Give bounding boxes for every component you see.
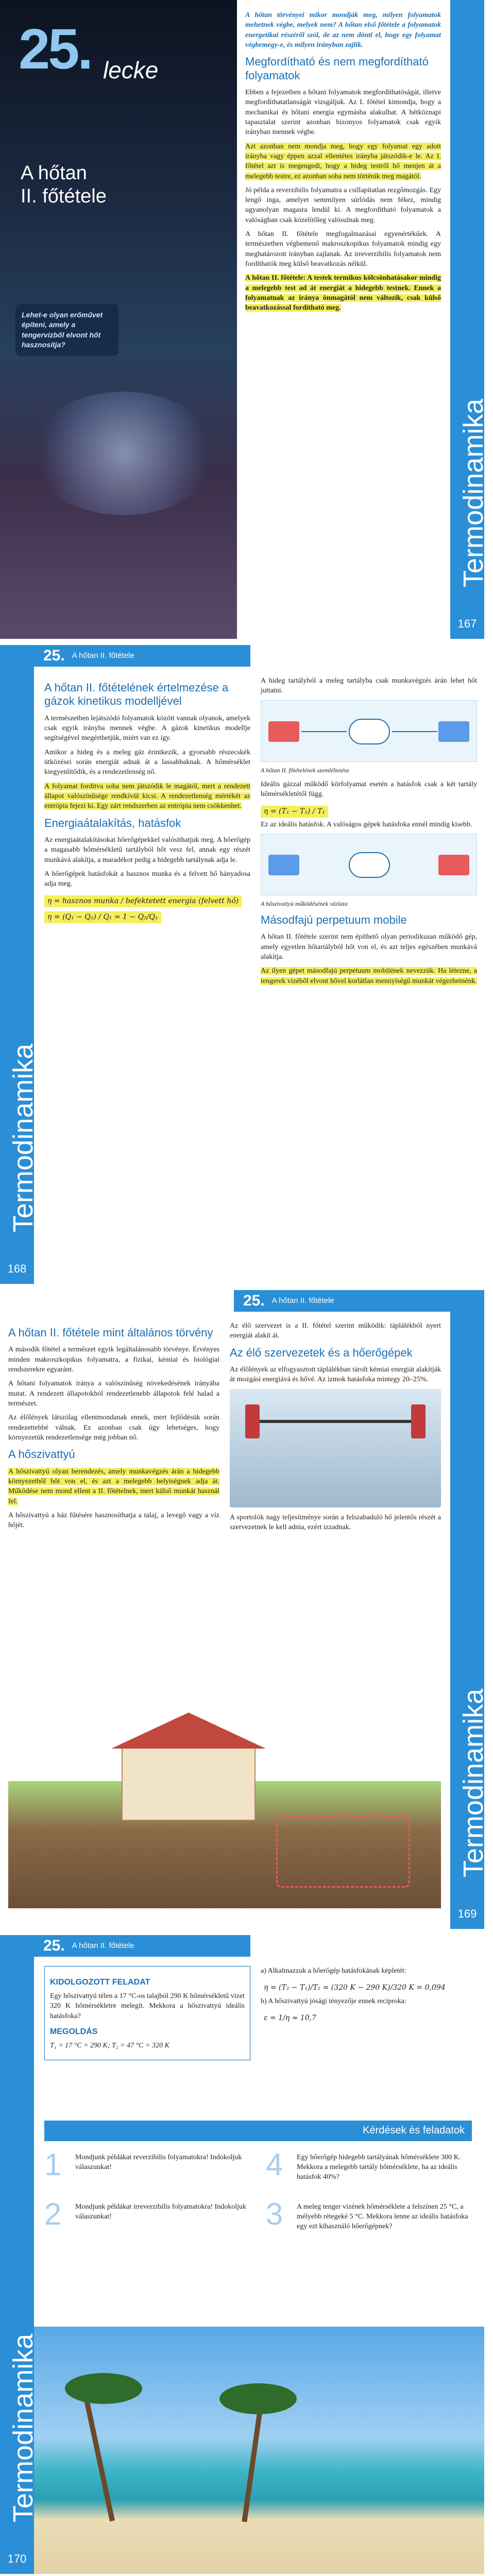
questions-section [44,2121,472,2243]
paragraph: Azt azonban nem mondja meg, hogy egy folyamat egy adott irányba vagy éppen azzal ellentétes irányba játszódik-e le. Az I. főtétel azt is megengedi, hogy a hideg testről hő menjen át a melegebb testre, ez azonban soha nem történik meg magától. [245,142,441,180]
solution-title: MEGOLDÁS [50,2027,98,2037]
header-title: A hőtan II. főtétele [271,1296,334,1305]
header-number: 25. [43,1937,65,1955]
weightlifter-photo [230,1389,441,1507]
question-number: 4 [266,2147,283,2182]
paragraph: Ez az ideális hatásfok. A valóságos gépek hatásfoka ennél mindig kisebb. [261,821,472,829]
header-number: 25. [43,647,65,665]
paragraph: Az élőlények látszólag ellentmondanak ennek, mert fejlődésük során rendezettebbé válnak. Ez azonban csak úgy lehetséges, hogy környezetük rendezetlensége még jobban nő. [8,1414,219,1442]
question-text: A meleg tenger vizének hőmérséklete a felszínen 25 °C, a mélyebb rétegeké 5 °C. Mekkora lenne az ideális hatásfoka egy ezt kihasználó hőerőgépnek? [297,2202,468,2231]
palm-tree-icon [242,2399,264,2522]
question-text: Egy hőerőgép hidegebb tartályának hőmérséklete 300 K. Mekkora a melegebb tartály hőmérséklete, ha az ideális hatásfok 40%? [297,2153,461,2181]
page1-text-column [245,10,441,317]
side-band [450,0,489,639]
paragraph: A hideg tartályból a meleg tartályba csak munkavégzés árán lehet hőt juttatni. [261,677,477,695]
question-text: Mondjunk példákat reverzibilis folyamatokra! Indokoljuk válaszunkat! [75,2153,242,2171]
efficiency-calculation: η = (T₂ − T₁)/T₂ = (320 K − 290 K)/320 K = 0,094 [264,1984,446,1992]
questions-title: Kérdések és feladatok [44,2121,472,2141]
question-number: 2 [44,2196,62,2231]
page-number: 170 [7,2552,27,2565]
ideal-efficiency-formula: η = (T₁ − T₂) / T₁ [261,806,328,818]
paragraph: Az élő szervezet is a II. főtétel szerint működik: táplálékból nyert energiát alakít át. [230,1322,441,1340]
page-170 [0,1935,484,2574]
side-band [450,1290,489,1929]
hero-image [0,0,237,639]
section-title-general-law: A hőtan II. főtétele mint általános törvény [8,1326,213,1339]
intro-text: A hőtan törvényei mikor mondják meg, milyen folyamatok mehetnek végbe, melyek nem? A hőtan első főtétele a folyamatok energetikai részéről szól, de az nem dönti el, hogy egy folyamat végbemegy-e, és milyen irányban zajlik. [245,11,441,49]
page-169 [0,1290,489,1929]
question-number: 1 [44,2147,62,2182]
paragraph: A hőerőgépek hatásfokát a hasznos munka és a felvett hő hányadosa adja meg. [44,870,250,888]
task-text: Egy hőszivattyú télen a 17 °C-os talajból 290 K hőmérsékletű vizet 320 K hőmérsékletre melegít. Mekkora a hőszivattyú ideális hatásfoka? [50,1992,245,2020]
side-band [0,645,39,1284]
questions-grid [44,2149,472,2243]
second-law-statement: A hőtan II. főtétele: A testek termikus kölcsönhatásakor mindig a melegebb test ad át energiát a hidegebb testnek. Ennek a folyamatnak az iránya önmagától nem változik, csak külső beavatkozással fordítható meg. [245,274,441,312]
header-title: A hőtan II. főtétele [72,651,134,660]
side-word: Termodinamika [8,2333,39,2522]
paragraph: Az ilyen gépet másodfajú perpetuum mobilének nevezzük. Ha létezne, a tengerek vizéből elvont hővel korlátlan mennyiségű munkát végezhetnénk. [261,967,477,985]
page2-right-column [261,676,477,990]
flow-arrow-icon [301,731,347,732]
question-item [266,2196,472,2232]
paragraph: Az élőlények az elfogyasztott táplálékban tárolt kémiai energiát alakítják át mozgási energiává és hővé. Az izmok hatásfoka mintegy 20–25%. [230,1366,441,1384]
ground-pipe-icon [276,1816,410,1888]
flow-arrow-icon [392,731,437,732]
paragraph: b) A hőszivattyú jósági tényezője ennek reciproka: [261,1997,407,2005]
paragraph: Ebben a fejezetben a hőtani folyamatok megfordíthatóságát, illetve megfordíthatatlanságát vizsgáljuk. Az I. főtétel kimondja, hogy a mechanikai és hőtani energia egymásba alakulhat. A hétköznapi tapasztalat szerint azonban bizonyos folyamatok csak egyik irányban mennek végbe. [245,89,441,137]
diagram-caption: A hőszivattyú működésének vázlata [261,900,348,908]
solution-text: T₁ = 17 °C = 290 K; T₂ = 47 °C = 320 K [50,2042,169,2050]
page-number: 168 [7,1262,27,1275]
paragraph: Jó példa a reverzibilis folyamatra a csillapítatlan rezgőmozgás. Egy lengő inga, amelyet semmilyen súrlódás nem fékez, mindig ugyanolyan magasra lendül ki. A megfordítható folyamatok a valóságban csak közelítőleg valósulnak meg. [245,186,441,224]
weight-plate-icon [245,1404,260,1438]
water-splash [31,392,216,515]
section-title-perpetuum: Másodfajú perpetuum mobile [261,913,407,926]
hot-reservoir-icon [438,855,469,875]
cold-reservoir-icon [438,721,469,742]
question-number: 3 [266,2196,283,2231]
question-item [44,2149,250,2182]
side-word: Termodinamika [458,398,489,587]
paragraph: A folyamat fordítva soha nem játszódik le magától, mert a rendezett állapot valószínűsége rendkívül kicsi. A rendezetlenség mértékét az entrópia fejezi ki. Egy zárt rendszerben az entrópia nem csökkenhet. [44,782,250,810]
page-number: 167 [457,617,477,630]
cold-reservoir-icon [268,855,299,875]
lesson-title-2: II. főtétele [21,185,107,207]
page-168 [0,645,484,1284]
page-header [234,1290,450,1312]
question-text: Mondjunk példákat irreverzibilis folyamatokra! Indokoljuk válaszunkat! [75,2202,247,2221]
header-title: A hőtan II. főtétele [72,1941,134,1950]
page2-left-column [44,676,250,925]
page-number: 169 [457,1907,477,1920]
paragraph: A második főtétel a természet egyik legáltalánosabb törvénye. Érvényes minden makroszkopikus folyamatra, a fizikai, kémiai és biológiai rendszerekre egyaránt. [8,1346,219,1374]
barbell-icon [250,1420,420,1423]
caption-text: Lehet-e olyan erőművet építeni, amely a tengervízből elvont hőt hasznosítja? [22,311,103,349]
page4-right-column [261,1966,472,2026]
page3-left-column [8,1321,219,1534]
paragraph: A sportolók nagy teljesítménye során a felszabaduló hő jelentős részét a szervezetnek le kell adnia, ezért izzadnak. [230,1513,441,1531]
diagram-caption: A hőtan II. főtételének szemléltetése [261,766,350,774]
paragraph: Az energiaátalakításokat hőerőgépekkel valósíthatjuk meg. A hőerőgép a magasabb hőmérsékletű tartályból hőt vesz fel, annak egy részét munkává alakítja, a maradékot pedig a hidegebb tartálynak adja le. [44,836,250,864]
paragraph: Amikor a hideg és a meleg gáz érintkezik, a gyorsabb részecskék ütközései során energiát adnak át a lassabbaknak. A hőmérséklet kiegyenlítődik, és a rendezetlenség nő. [44,748,250,776]
paragraph: A hőtan II. főtétele szerint nem építhető olyan periodikusan működő gép, amely egyetlen hőtartályból hőt von el, és azt teljes egészében munkává alakítja. [261,933,477,961]
section-title-heat-pump: A hőszivattyú [8,1448,75,1461]
page3-right-column [230,1321,441,1536]
palm-leaves-icon [219,2383,297,2414]
section-title-reversible: Megfordítható és nem megfordítható folyamatok [245,55,429,82]
efficiency-formula: η = hasznos munka / befektetett energia (felvett hő) [44,895,242,907]
side-word: Termodinamika [458,1688,489,1877]
house-illustration [8,1713,441,1908]
paragraph: a) Alkalmazzuk a hőerőgép hatásfokának képletét: [261,1967,406,1975]
paragraph: A hőszivattyú a ház fűtésére hasznosíthatja a talaj, a levegő vagy a víz hőjét. [8,1511,219,1530]
beach-photo [34,2327,484,2574]
caption-bubble [15,304,118,356]
paragraph: A természetben lejátszódó folyamatok között vannak olyanok, amelyek csak egyik irányba mennek végbe. A gázok kinetikus modellje segítségével megérthetjük, miért van ez így. [44,714,250,742]
page-167 [0,0,489,639]
house-icon [122,1743,256,1821]
worked-example-box [44,1966,250,2060]
side-word: Termodinamika [8,1043,39,1232]
paragraph: A hőtan II. főtétele megfogalmazásai egyenértékűek. A természetben végbemenő makroszkopikus folyamatok mindig egy meghatározott irányban zajlanak. Az irreverzibilis folyamatok nem fordíthatók meg külső beavatkozás nélkül. [245,230,441,268]
question-item [44,2196,250,2232]
section-title-kinetic: A hőtan II. főtételének értelmezése a gázok kinetikus modelljével [44,681,229,708]
roof-icon [111,1713,266,1749]
lesson-number: 25. [19,18,91,81]
efficiency-formula-2: η = (Q₁ − Q₂) / Q₁ = 1 − Q₂/Q₁ [44,911,161,923]
palm-tree-icon [82,2389,115,2521]
lesson-title-1: A hőtan [21,162,87,184]
paragraph: A hőtani folyamatok iránya a valószínűség növekedésének irányába mutat. A rendezett állapotokból rendezetlenebb állapotok felé halad a természet. [8,1380,219,1408]
weight-plate-icon [411,1404,426,1438]
engine-icon [349,852,390,878]
header-number: 25. [243,1292,265,1310]
page-header [34,645,250,667]
hot-reservoir-icon [268,721,299,742]
paragraph: Ideális gázzal működő körfolyamat esetén a hatásfok csak a két tartály hőmérsékletétől függ. [261,781,477,799]
section-title-organism: Az élő szervezetek és a hőerőgépek [230,1346,413,1359]
paragraph: A hőszivattyú olyan berendezés, amely munkavégzés árán a hidegebb környezetből hőt von el, és azt a melegebb helyiségnek adja át. Működése nem mond ellent a II. főtételnek, mert külső munkát használ fel. [8,1467,219,1505]
page-header [34,1935,250,1957]
side-band [0,1935,39,2574]
coefficient-calculation: ε = 1/η ≈ 10,7 [264,2013,316,2022]
question-item [266,2149,472,2182]
heat-pump-diagram [261,834,477,895]
engine-icon [349,719,390,744]
section-title-energy: Energiaátalakítás, hatásfok [44,816,181,829]
heat-engine-diagram [261,700,477,762]
palm-leaves-icon [65,2373,142,2404]
worked-example-title: KIDOLGOZOTT FELADAT [50,1978,150,1987]
lesson-word: lecke [103,57,159,83]
